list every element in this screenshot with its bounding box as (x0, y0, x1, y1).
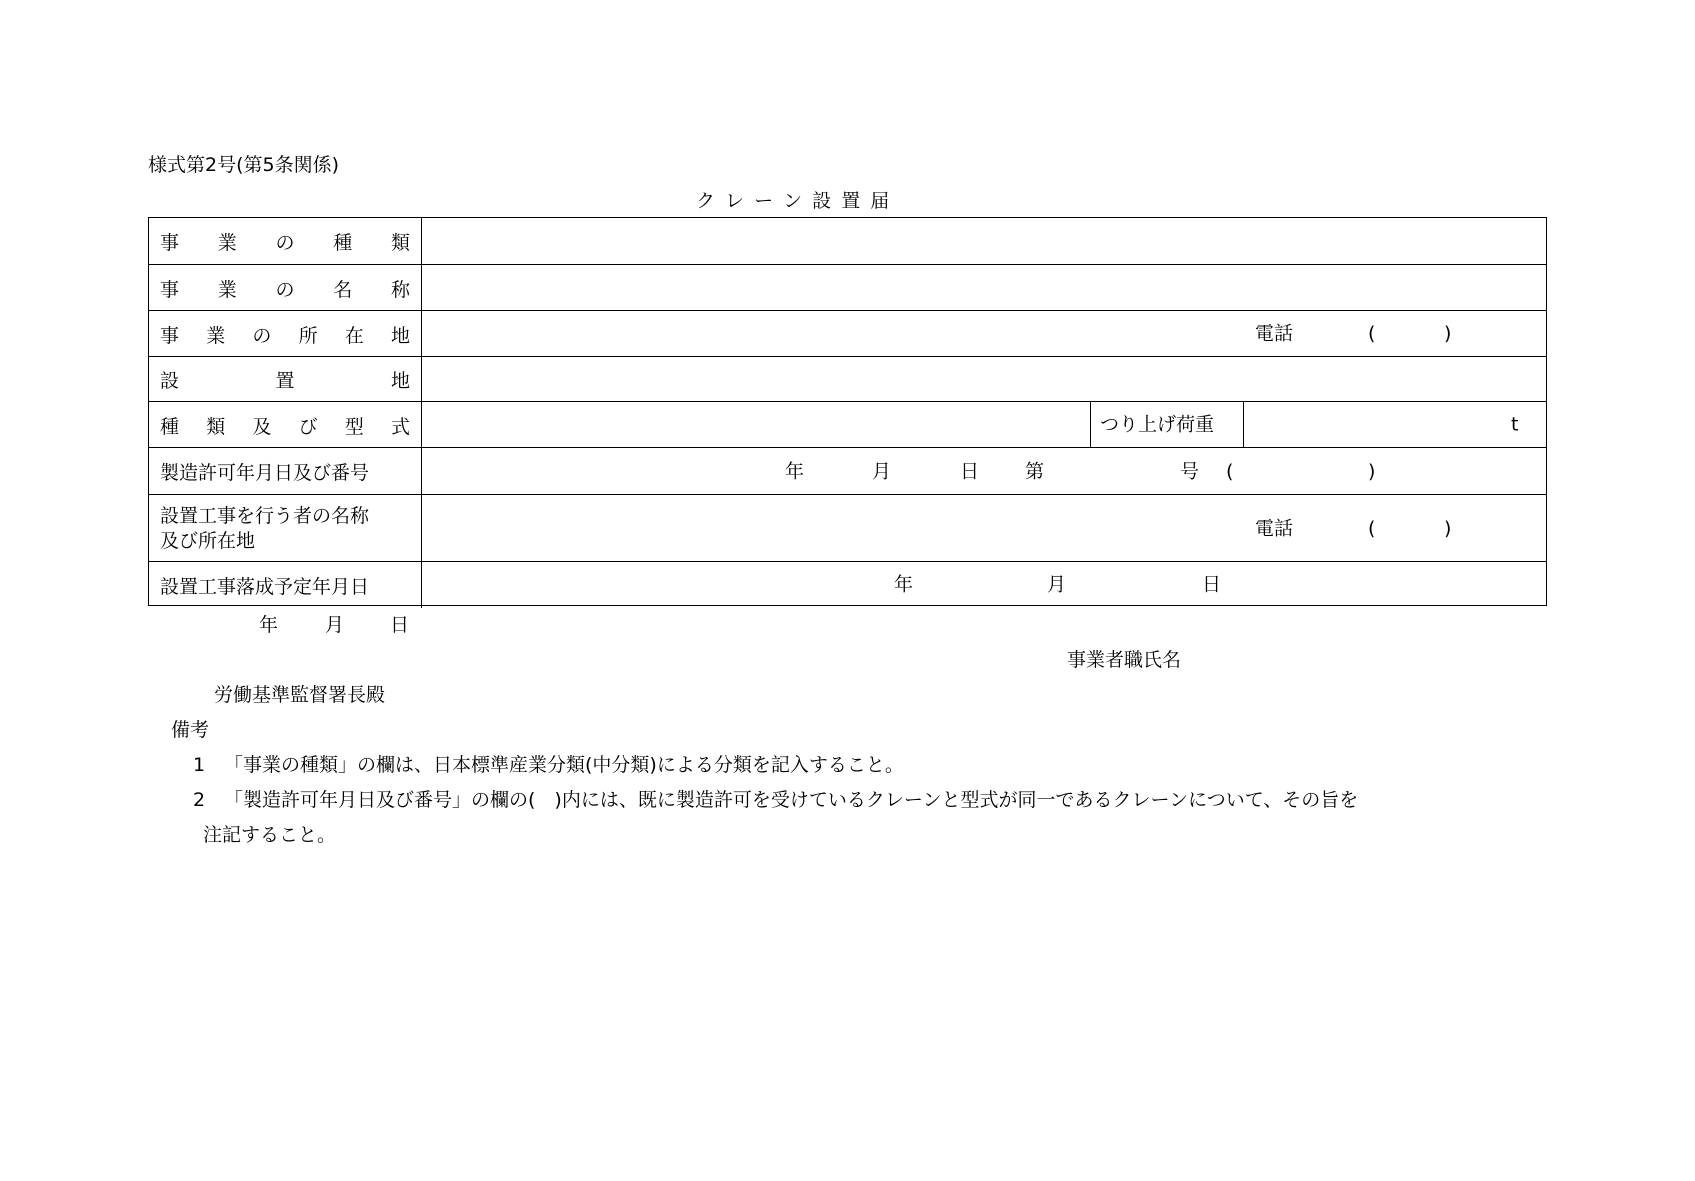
month-label: 月 (872, 460, 892, 482)
label-installer: 設置工事を行う者の名称 及び所在地 (149, 495, 422, 562)
remark-1-text: 「事業の種類」の欄は、日本標準産業分類(中分類)による分類を記入すること。 (224, 754, 904, 776)
row-manufacturing-permit (149, 447, 1546, 495)
row-business-name (149, 264, 1546, 311)
row-installer (149, 494, 1546, 562)
month-label: 月 (1047, 573, 1067, 596)
label-business-address: 事 業 の 所 在 地 (149, 311, 422, 357)
remark-1-number: 1 (193, 754, 206, 776)
application-table (148, 217, 1547, 606)
label-installation-site: 設 置 地 (149, 357, 422, 402)
remark-2-text-continued: 注記すること。 (203, 824, 337, 846)
row-type-model (149, 401, 1546, 448)
row-business-address (149, 310, 1546, 357)
divider (1243, 402, 1244, 448)
lifting-load-label: つり上げ荷重 (1100, 413, 1215, 436)
number-prefix: 第 (1025, 460, 1045, 482)
paren-open: ( (1368, 517, 1376, 539)
paren-open: ( (1226, 460, 1234, 482)
year-label: 年 (785, 460, 805, 482)
date-month: 月 (325, 614, 345, 636)
paren-close: ) (1444, 517, 1452, 539)
form-number: 様式第2号(第5条関係) (148, 154, 340, 176)
paren-close: ) (1368, 460, 1376, 482)
label-type-model: 種 類 及 び 型 式 (149, 402, 422, 448)
label-manufacturing-permit: 製造許可年月日及び番号 (149, 448, 422, 495)
row-business-type (149, 218, 1546, 264)
unit-ton: t (1511, 413, 1519, 436)
date-day: 日 (390, 614, 410, 636)
remark-2-number: 2 (193, 789, 206, 811)
label-business-name: 事 業 の 名 称 (149, 265, 422, 311)
label-business-type: 事 業 の 種 類 (149, 218, 422, 264)
form-title: ク レ ー ン 設 置 届 (696, 190, 892, 212)
year-label: 年 (894, 573, 914, 596)
day-label: 日 (960, 460, 980, 482)
addressee: 労働基準監督署長殿 (214, 684, 386, 706)
row-installation-site (149, 356, 1546, 402)
number-suffix: 号 (1180, 460, 1200, 482)
remarks-heading: 備考 (171, 719, 210, 741)
divider (1090, 402, 1091, 448)
phone-label: 電話 (1255, 322, 1294, 345)
row-completion-date (149, 561, 1546, 608)
paren-open: ( (1368, 322, 1376, 345)
paren-close: ) (1444, 322, 1452, 345)
label-completion-date: 設置工事落成予定年月日 (149, 562, 422, 608)
date-year: 年 (259, 614, 279, 636)
applicant-label: 事業者職氏名 (1067, 649, 1182, 671)
day-label: 日 (1202, 573, 1222, 596)
phone-label: 電話 (1255, 517, 1294, 539)
remark-2-text: 「製造許可年月日及び番号」の欄の( )内には、既に製造許可を受けているクレーンと型式が同一であるクレーンについて、その旨を (224, 789, 1359, 811)
